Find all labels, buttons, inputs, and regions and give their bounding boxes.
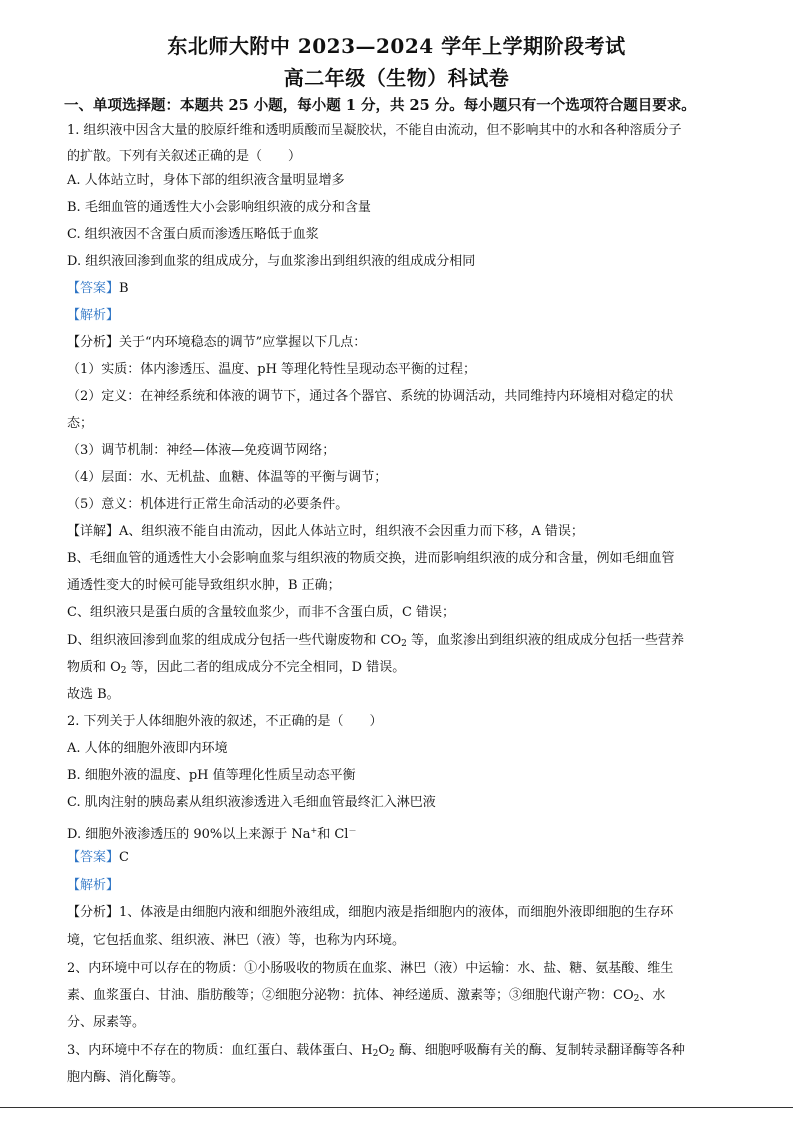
q1-stem-line2: 的扩散。下列有关叙述正确的是（ ） (67, 149, 302, 164)
subscript: 2 (401, 639, 407, 649)
q1-point-3: （3）调节机制：神经—体液—免疫调节网络； (67, 443, 336, 458)
q1-detail-c: C、组织液只是蛋白质的含量较血浆少，而非不含蛋白质，C 错误； (67, 605, 456, 620)
q1-answer-line (67, 280, 129, 298)
q1-option-b: B. 毛细血管的通透性大小会影响组织液的成分和含量 (67, 200, 371, 215)
q2-option-d-text: D. 细胞外液渗透压的 90%以上来源于 Na (67, 827, 311, 842)
q1-detail-a-line (67, 523, 584, 541)
q1-point-2-line2: 态； (67, 416, 94, 431)
q1-detail-b-line2: 通透性变大的时候可能导致组织水肿，B 正确； (67, 578, 341, 593)
q2-f2-line2-text-2: 、水 (639, 988, 666, 1003)
q2-stem: 2. 下列关于人体细胞外液的叙述，不正确的是（ ） (67, 714, 383, 729)
q1-point-2-line1: （2）定义：在神经系统和体液的调节下，通过各个器官、系统的协调活动，共同维持内环境相对稳定的状 (67, 389, 674, 404)
q1-detail-d-text-2: 等，血浆渗出到组织液的组成成分包括一些营养 (406, 633, 685, 648)
q2-f3-line1 (67, 1042, 685, 1063)
q1-fenxi-line (67, 334, 366, 352)
q1-stem-line1: 1. 组织液中因含大量的胶原纤维和透明质酸而呈凝胶状，不能自由流动，但不影响其中的水和各种溶质分子 (67, 123, 682, 138)
subscript: 2 (372, 1049, 379, 1059)
subscript: 2 (120, 666, 127, 676)
q1-option-a: A. 人体站立时，身体下部的组织液含量明显增多 (67, 173, 345, 188)
subscript: 2 (633, 994, 640, 1004)
exam-subtitle: 高二年级（生物）科试卷 (283, 66, 510, 90)
q1-detail-d2-text: 物质和 O (67, 660, 121, 675)
footer-rule (0, 1107, 793, 1108)
subscript: 2 (389, 1049, 395, 1059)
detail-tag: 【详解】 (67, 524, 120, 539)
q2-answer: C (119, 850, 129, 865)
q2-f2-line2 (67, 987, 665, 1008)
q2-f2-line3: 分、尿素等。 (67, 1015, 146, 1030)
section-heading: 一、单项选择题：本题共 25 小题，每小题 1 分，共 25 分。每小题只有一个选项符合题目要求。 (64, 97, 696, 114)
superscript: + (310, 826, 318, 835)
q2-f3-text-2: O (378, 1043, 390, 1058)
q2-option-d-text-2: 和 Cl (317, 827, 349, 842)
q1-detail-a: A、组织液不能自由流动，因此人体站立时，组织液不会因重力而下移，A 错误； (119, 524, 584, 539)
q1-analysis-tag: 【解析】 (67, 308, 120, 323)
answer-tag: 【答案】 (67, 281, 120, 296)
q1-detail-b-line1: B、毛细血管的通透性大小会影响血浆与组织液的物质交换，进而影响组织液的成分和含量，例如毛细血管 (67, 551, 675, 566)
q1-point-4: （4）层面：水、无机盐、血糖、体温等的平衡与调节； (67, 470, 388, 485)
q2-f1-line2: 境，它包括血浆、组织液、淋巴（液）等，也称为内环境。 (67, 933, 406, 948)
q2-f3-text: 3、内环境中不存在的物质：血红蛋白、载体蛋白、H (67, 1043, 373, 1058)
q2-fenxi-line1 (67, 904, 673, 922)
q1-answer: B (119, 281, 129, 296)
q2-f2-line1: 2、内环境中可以存在的物质：①小肠吸收的物质在血浆、淋巴（液）中运输：水、盐、糖、氨基酸、维生 (67, 961, 674, 976)
q2-f3-text-3: 酶、细胞呼吸酶有关的酶、复制转录翻译酶等各种 (394, 1043, 685, 1058)
q1-detail-d2-text-2: 等，因此二者的组成成分不完全相同，D 错误。 (126, 660, 406, 675)
q1-detail-d-line1 (67, 632, 684, 653)
q2-option-b: B. 细胞外液的温度、pH 值等理化性质呈动态平衡 (67, 768, 356, 783)
q2-f3-line2: 胞内酶、消化酶等。 (67, 1070, 185, 1085)
fenxi-tag: 【分析】 (67, 905, 120, 920)
q1-point-1: （1）实质：体内渗透压、温度、pH 等理化特性呈现动态平衡的过程； (67, 362, 477, 377)
q2-answer-line (67, 849, 129, 867)
superscript: － (348, 826, 357, 835)
fenxi-tag: 【分析】 (67, 335, 120, 350)
answer-tag: 【答案】 (67, 850, 120, 865)
q1-fenxi-intro: 关于“内环境稳态的调节”应掌握以下几点： (119, 335, 367, 350)
q2-option-c: C. 肌肉注射的胰岛素从组织液渗透进入毛细血管最终汇入淋巴液 (67, 795, 436, 810)
q1-detail-d-text: D、组织液回渗到血浆的组成成分包括一些代谢废物和 CO (67, 633, 402, 648)
q1-detail-d-line2 (67, 659, 405, 680)
exam-title: 东北师大附中 2023—2024 学年上学期阶段考试 (167, 34, 626, 58)
q2-option-a: A. 人体的细胞外液即内环境 (67, 741, 228, 756)
q2-option-d (67, 822, 356, 844)
q1-option-d: D. 组织液回渗到血浆的组成成分，与血浆渗出到组织液的组成成分相同 (67, 254, 476, 269)
q1-option-c: C. 组织液因不含蛋白质而渗透压略低于血浆 (67, 227, 319, 242)
q1-conclusion: 故选 B。 (67, 687, 120, 702)
q2-f1-line1: 1、体液是由细胞内液和细胞外液组成，细胞内液是指细胞内的液体，而细胞外液即细胞的生存环 (119, 905, 674, 920)
q1-point-5: （5）意义：机体进行正常生命活动的必要条件。 (67, 497, 349, 512)
q2-f2-line2-text: 素、血浆蛋白、甘油、脂肪酸等；②细胞分泌物：抗体、神经递质、激素等；③细胞代谢产物：CO (67, 988, 634, 1003)
q2-analysis-tag: 【解析】 (67, 878, 120, 893)
